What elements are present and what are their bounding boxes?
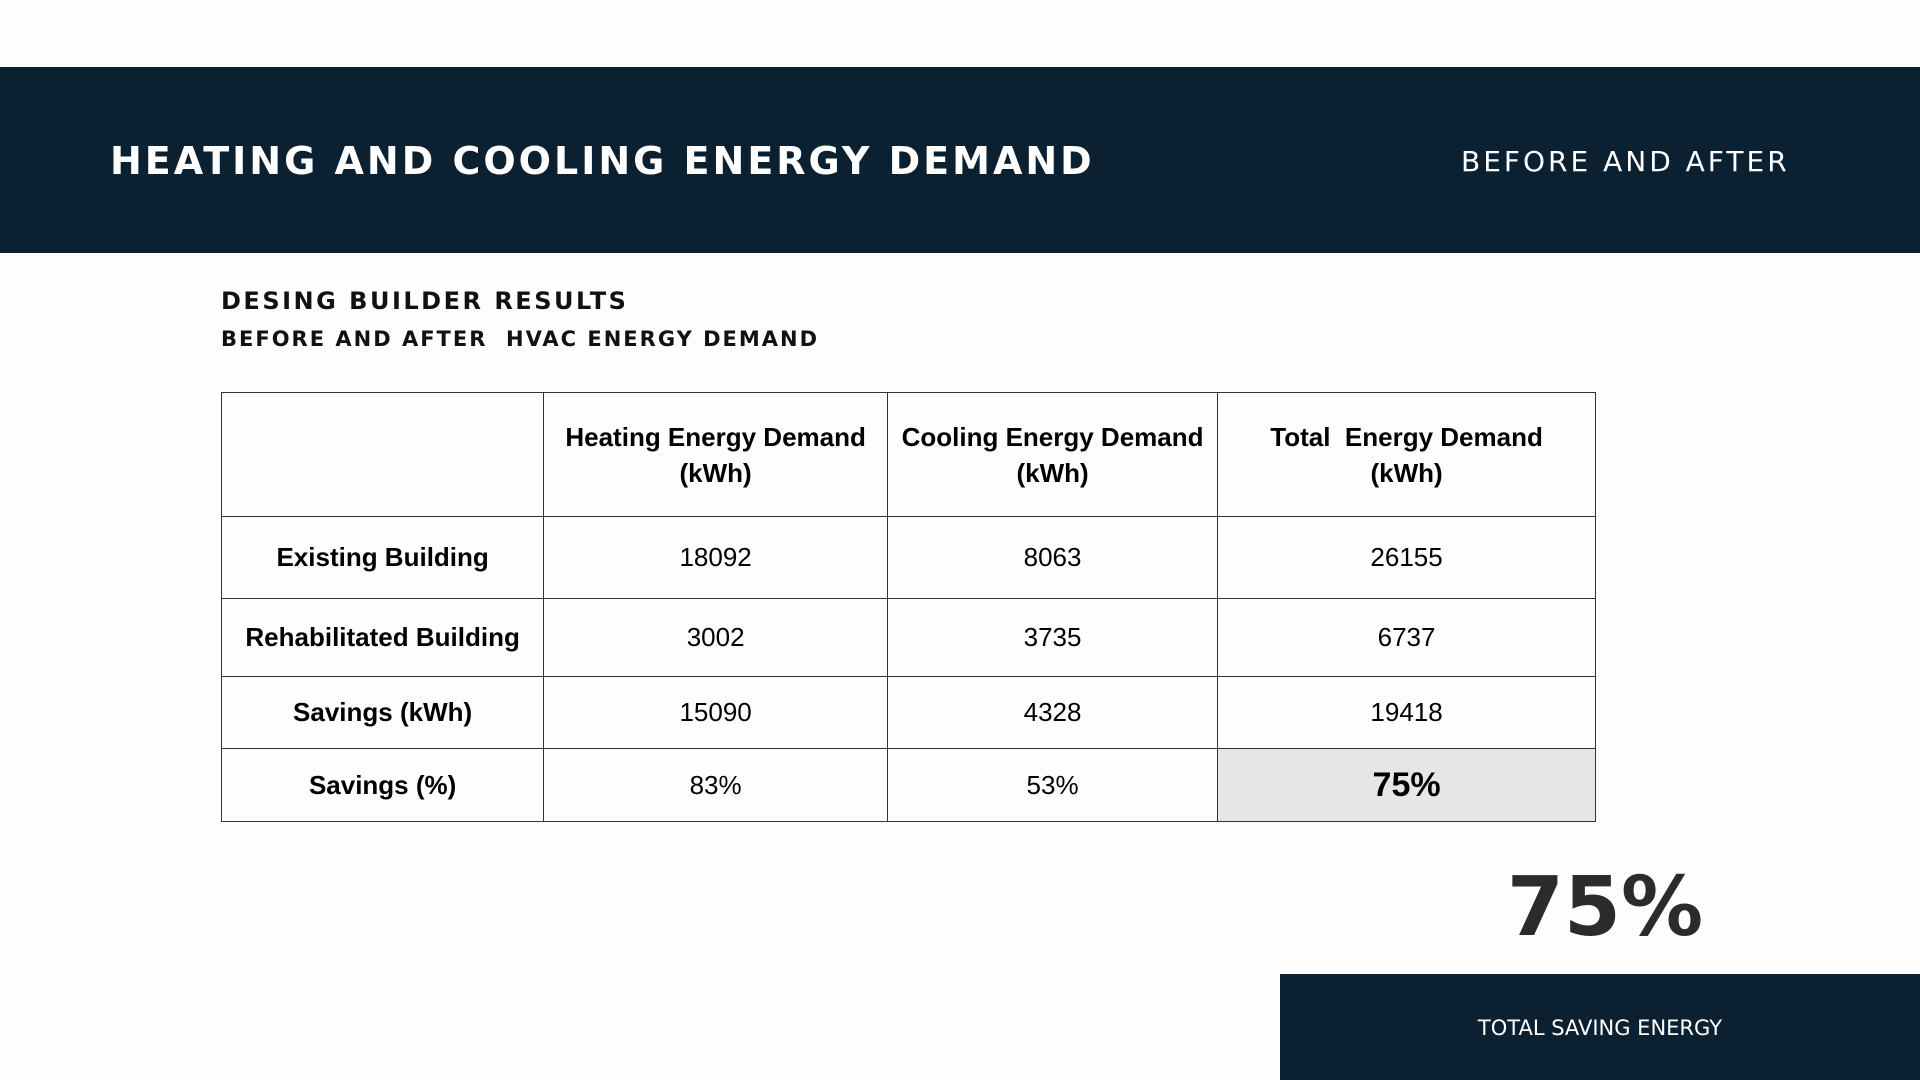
total-value: 6737 [1218,599,1596,677]
total-saving-value: 75% [1506,860,1704,955]
table-corner-cell [222,393,544,517]
heating-value: 18092 [544,517,888,599]
cooling-value: 53% [887,749,1217,822]
table-row [222,517,1596,599]
section-subtitle: BEFORE AND AFTER HVAC ENERGY DEMAND [221,327,820,351]
heating-value: 83% [544,749,888,822]
row-label: Savings (kWh) [222,677,544,749]
column-header-cooling [887,393,1217,517]
column-header-total [1218,393,1596,517]
total-value: 26155 [1218,517,1596,599]
table-row [222,599,1596,677]
header-subtitle: BEFORE AND AFTER [1461,145,1790,178]
page-title: HEATING AND COOLING ENERGY DEMAND [110,139,1095,183]
column-header-unit: (kWh) [679,457,752,488]
heating-value: 15090 [544,677,888,749]
table-row [222,677,1596,749]
heating-value: 3002 [544,599,888,677]
cooling-value: 8063 [887,517,1217,599]
results-table [221,392,1596,822]
row-label: Existing Building [222,517,544,599]
column-header-unit: (kWh) [1016,457,1089,488]
total-savings-highlight: 75% [1218,749,1596,822]
row-label: Savings (%) [222,749,544,822]
cooling-value: 4328 [887,677,1217,749]
cooling-value: 3735 [887,599,1217,677]
table-row [222,749,1596,822]
column-header-unit: (kWh) [1370,457,1443,488]
column-header-line: Heating Energy Demand [565,421,866,452]
column-header-heating [544,393,888,517]
total-saving-label: TOTAL SAVING ENERGY [1477,1016,1723,1040]
column-header-line: Total Energy Demand [1270,421,1543,452]
row-label: Rehabilitated Building [222,599,544,677]
column-header-line: Cooling Energy Demand [901,421,1204,452]
table-header-row [222,393,1596,517]
total-value: 19418 [1218,677,1596,749]
section-title: DESING BUILDER RESULTS [221,287,629,315]
